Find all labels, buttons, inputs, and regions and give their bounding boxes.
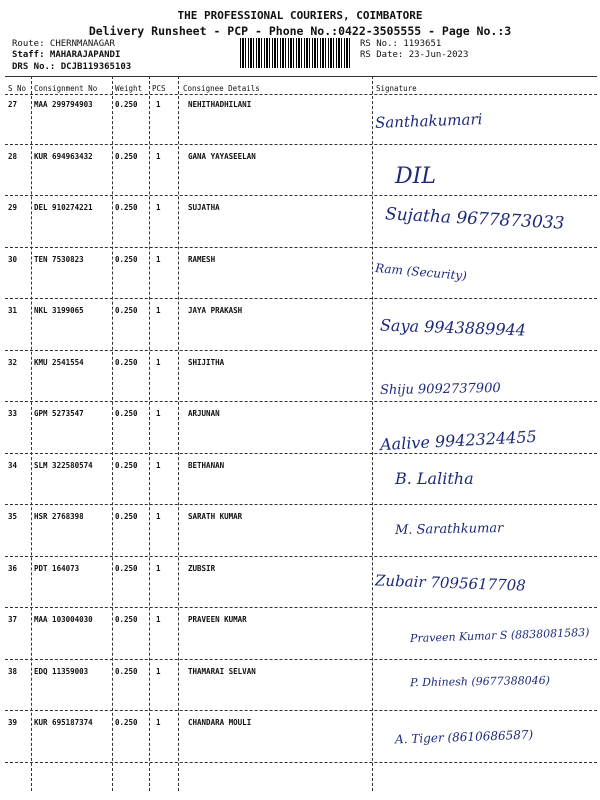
row-pcs: 1	[156, 512, 161, 521]
row-divider	[5, 607, 597, 608]
row-divider	[5, 762, 597, 763]
row-pcs: 1	[156, 254, 161, 264]
row-pcs: 1	[156, 718, 161, 727]
row-weight: 0.250	[115, 563, 138, 573]
row-consignee: CHANDARA MOULI	[188, 718, 252, 727]
row-divider	[5, 504, 597, 505]
row-sno: 27	[8, 100, 18, 109]
row-signature: A. Tiger (8610686587)	[394, 727, 534, 747]
row-weight: 0.250	[115, 512, 138, 521]
row-sno: 35	[8, 512, 18, 521]
row-weight: 0.250	[115, 666, 138, 676]
row-sno: 33	[8, 409, 18, 418]
row-divider	[5, 659, 597, 660]
row-divider	[5, 247, 597, 248]
staff-label: Staff: MAHARAJAPANDI	[12, 50, 121, 60]
col-header-consignment: Consignment No	[34, 84, 98, 93]
row-pcs: 1	[156, 409, 161, 418]
row-consignee: NEHITHADHILANI	[188, 100, 252, 109]
row-consignment-no: EDQ 11359003	[34, 666, 89, 676]
row-pcs: 1	[156, 666, 161, 676]
col-divider	[112, 76, 113, 791]
route-label: Route: CHERNMANAGAR	[12, 39, 115, 49]
header-divider	[5, 94, 597, 95]
row-consignee: SUJATHA	[188, 203, 220, 212]
row-sno: 34	[8, 460, 18, 470]
rs-number: RS No.: 1193651	[360, 39, 442, 49]
row-consignment-no: SLM 322580574	[34, 460, 93, 470]
row-weight: 0.250	[115, 151, 138, 161]
row-divider	[5, 453, 597, 454]
row-weight: 0.250	[115, 409, 138, 418]
row-consignee: ARJUNAN	[188, 409, 220, 418]
row-pcs: 1	[156, 563, 161, 573]
row-sno: 39	[8, 718, 18, 727]
row-consignee: GANA YAYASEELAN	[188, 151, 256, 161]
row-pcs: 1	[156, 100, 161, 109]
row-weight: 0.250	[115, 306, 138, 315]
row-divider	[5, 298, 597, 299]
row-weight: 0.250	[115, 100, 138, 109]
row-pcs: 1	[156, 460, 161, 470]
company-title: THE PROFESSIONAL COURIERS, COIMBATORE	[177, 9, 423, 22]
row-consignment-no: PDT 164073	[34, 563, 80, 573]
row-sno: 32	[8, 357, 18, 367]
row-consignment-no: KMU 2541554	[34, 357, 84, 367]
row-pcs: 1	[156, 615, 161, 624]
row-sno: 31	[8, 306, 18, 315]
col-header-weight: Weight	[115, 84, 143, 93]
row-signature: Ram (Security)	[374, 260, 468, 283]
row-consignee: SARATH KUMAR	[188, 512, 243, 521]
row-weight: 0.250	[115, 460, 138, 470]
row-consignment-no: MAA 299794903	[34, 100, 93, 109]
row-consignee: ZUBSIR	[188, 563, 216, 573]
row-weight: 0.250	[115, 254, 138, 264]
row-divider	[5, 350, 597, 351]
row-consignee: THAMARAI SELVAN	[188, 666, 256, 676]
row-divider	[5, 556, 597, 557]
row-weight: 0.250	[115, 615, 138, 624]
row-signature: P. Dhinesh (9677388046)	[409, 673, 551, 689]
barcode	[240, 38, 350, 68]
row-consignment-no: MAA 103004030	[34, 615, 93, 624]
row-consignment-no: KUR 695187374	[34, 718, 93, 727]
col-divider	[178, 76, 179, 791]
row-signature: Shiju 9092737900	[379, 380, 501, 398]
col-divider	[372, 76, 373, 791]
rs-date: RS Date: 23-Jun-2023	[360, 50, 469, 60]
row-signature: Aalive 9942324455	[379, 426, 538, 455]
row-sno: 36	[8, 563, 18, 573]
row-divider	[5, 195, 597, 196]
row-sno: 29	[8, 203, 18, 212]
row-consignment-no: NKL 3199065	[34, 306, 84, 315]
row-divider	[5, 401, 597, 402]
col-header-sno: S No	[8, 84, 27, 93]
row-pcs: 1	[156, 306, 161, 315]
row-weight: 0.250	[115, 357, 138, 367]
row-consignment-no: GPM 5273547	[34, 409, 84, 418]
row-signature: Praveen Kumar S (8838081583)	[409, 625, 590, 646]
runsheet-subtitle: Delivery Runsheet - PCP - Phone No.:0422-3505555 - Page No.:3	[88, 24, 512, 38]
row-pcs: 1	[156, 203, 161, 212]
table-top-border	[5, 76, 597, 77]
row-divider	[5, 710, 597, 711]
drs-number: DRS No.: DCJB119365103	[12, 62, 132, 72]
col-header-pcs: PCS	[152, 84, 166, 93]
row-weight: 0.250	[115, 203, 138, 212]
row-pcs: 1	[156, 151, 161, 161]
row-consignment-no: TEN 7530823	[34, 254, 84, 264]
row-consignee: BETHANAN	[188, 460, 225, 470]
row-signature: DIL	[395, 163, 436, 189]
col-divider	[149, 76, 150, 791]
row-consignment-no: DEL 910274221	[34, 203, 93, 212]
col-header-consignee: Consignee Details	[183, 84, 260, 93]
row-pcs: 1	[156, 357, 161, 367]
row-consignee: RAMESH	[188, 254, 216, 264]
col-header-signature: Signature	[376, 84, 417, 93]
row-weight: 0.250	[115, 718, 138, 727]
row-signature: Zubair 7095617708	[374, 570, 527, 595]
row-signature: M. Sarathkumar	[394, 521, 504, 538]
row-consignee: PRAVEEN KUMAR	[188, 615, 247, 624]
row-signature: Sujatha 9677873033	[384, 204, 565, 234]
row-consignment-no: HSR 2768398	[34, 512, 84, 521]
row-sno: 28	[8, 151, 18, 161]
row-consignment-no: KUR 694963432	[34, 151, 93, 161]
row-sno: 38	[8, 666, 18, 676]
row-signature: Santhakumari	[374, 110, 483, 132]
row-consignee: JAYA PRAKASH	[188, 306, 243, 315]
row-sno: 30	[8, 254, 18, 264]
row-signature: B. Lalitha	[395, 468, 474, 488]
row-sno: 37	[8, 615, 18, 624]
col-divider	[31, 76, 32, 791]
row-divider	[5, 144, 597, 145]
row-consignee: SHIJITHA	[188, 357, 225, 367]
row-signature: Saya 9943889944	[379, 315, 527, 340]
